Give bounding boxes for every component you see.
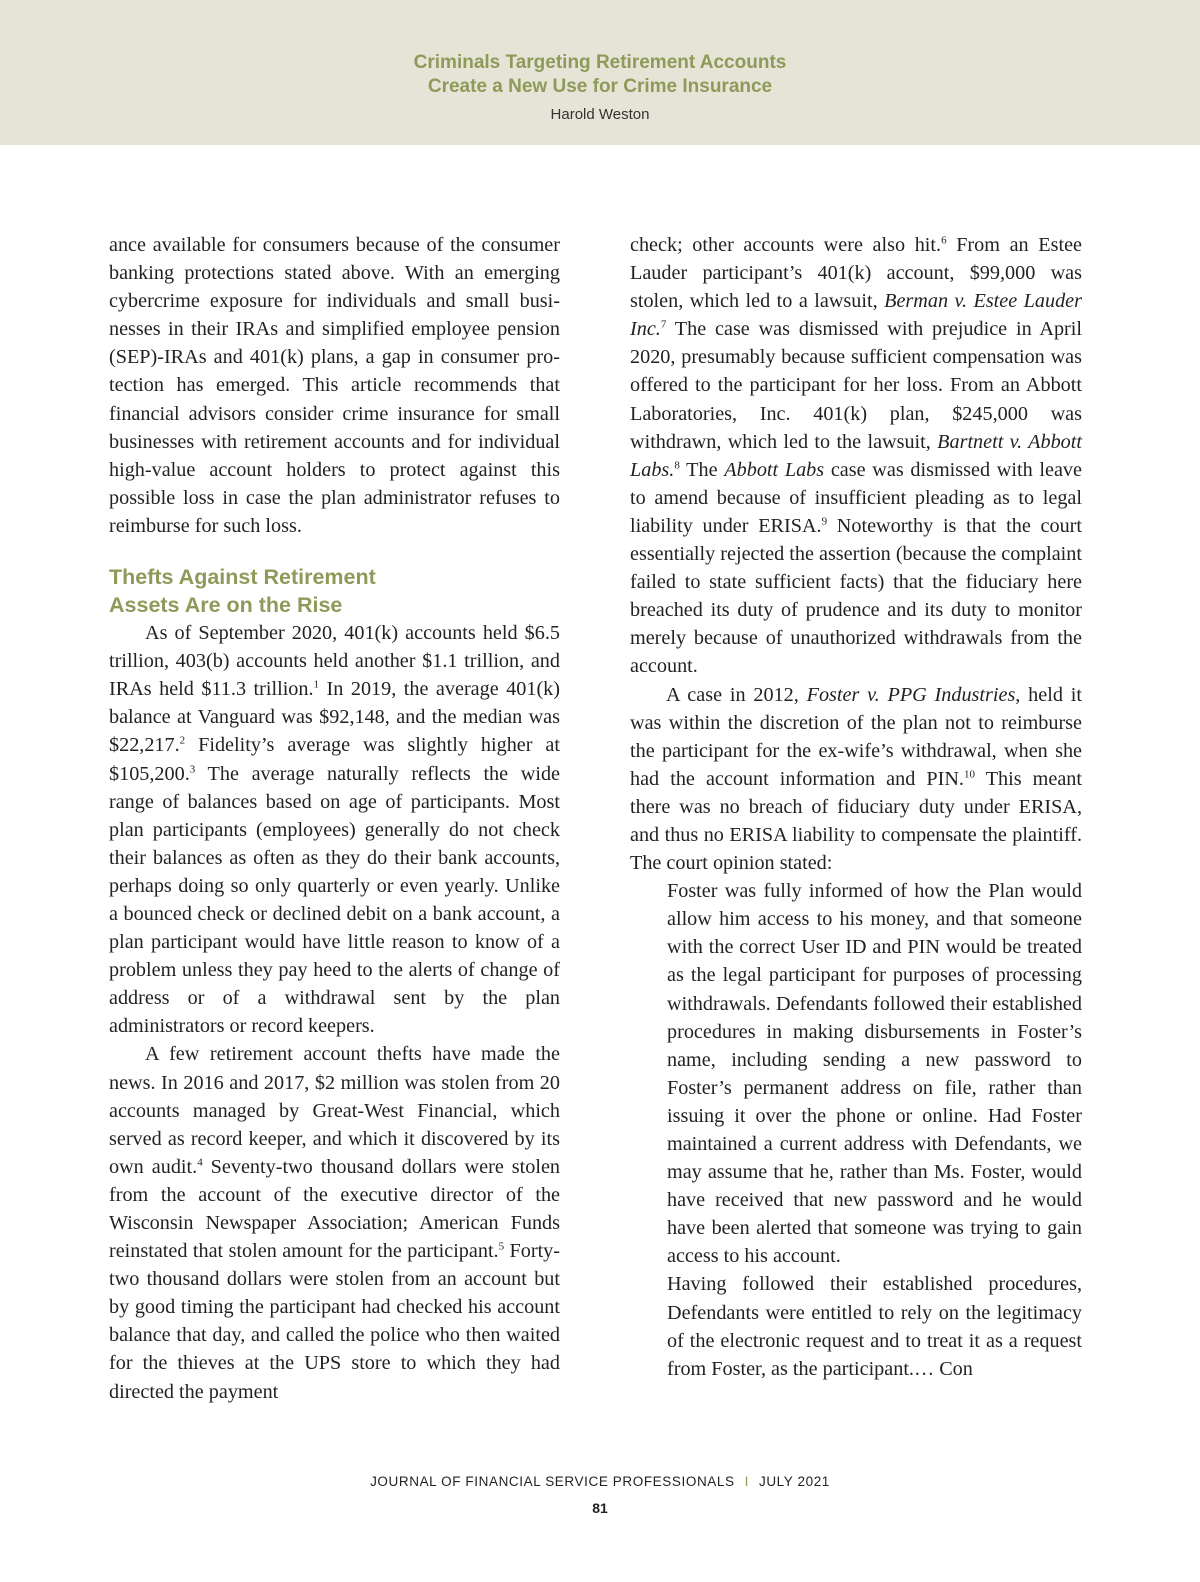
paragraph-text: As of September 2020, 401(k) accounts held $6.5 trillion, 403(b) accounts held another $1.1 trillion, and IRAs held $11.3 trillion. — [109, 622, 560, 701]
case-citation: Abbott Labs — [724, 458, 825, 481]
section-heading — [109, 563, 560, 619]
quote-text: Foster was fully informed of how the Plan would allow him access to his money, and that someone with the correct User ID and PIN would be treated as the legal participant for purposes of processing withdrawals. Defendants followed their established procedures in making disbursements in Foster’s name, including sending a new password to Foster’s permanent address on file, rather than issuing it over the phone or online. Had Foster maintained a current address with Defendants, we may assume that he, rather than Ms. Foster, would have received that new password and he would have been alerted that someone was trying to gain access to his account. — [667, 880, 1082, 1268]
footnote-ref: 2 — [179, 734, 186, 747]
footnote-ref: 9 — [821, 515, 828, 528]
quote-text: Having followed their established procedures, Defendants were entitled to rely on the legitimacy of the electronic request and to treat it as a request from Foster, as the participant.… Con — [667, 1273, 1082, 1380]
footnote-ref: 3 — [189, 762, 196, 775]
case-citation: Foster v. PPG Industries, — [806, 683, 1021, 706]
paragraph-text: From an Estee Lauder participant’s 401(k) account, $99,000 was stolen, which led to a lawsuit, — [630, 234, 1082, 313]
section-heading-line-2: Assets Are on the Rise — [109, 593, 343, 618]
article-title-line-1: Criminals Targeting Retirement Accounts — [413, 52, 787, 73]
paragraph-text: In 2019, the average 401(k) balance at Vanguard was $92,148, and the median was $22,217. — [109, 678, 560, 757]
case-citation: Bartnett v. Abbott Labs. — [630, 430, 1082, 481]
right-column — [630, 231, 1082, 1383]
paragraph-text: The average naturally reflects the wide range of balances based on age of participants. Most plan participants (employees) generally do not check their balances as often as they do their bank accounts, perhaps doing so only quarterly or even yearly. Unlike a bounced check or declined debit on a bank account, a plan participant would have little reason to know of a problem unless they pay heed to the alerts of change of address or of a withdrawal sent by the plan administrators or record keepers. — [109, 762, 560, 1038]
paragraph-text: Fidelity’s average was slightly higher at $105,200. — [109, 734, 560, 785]
paragraph-text: The case was dismissed with prejudice in April 2020, presumably because sufficient compensation was offered to the participant for her loss. From an Abbott Laboratories, Inc. 401(k) plan, $245,000 was withdrawn, which led to the lawsuit, — [630, 318, 1082, 453]
paragraph-text: ance available for consumers because of the consumer banking protections stated above. With an emerging cybercrime exposure for individuals and small businesses in their IRAs and simplified employee pension (SEP)-IRAs and 401(k) plans, a gap in consumer protection has emerged. This article recommends that financial advisors consider crime insurance for small businesses with retirement accounts and for individual high-value account holders to protect against this possible loss in case the plan administrator refuses to reimburse for such loss. — [109, 234, 560, 537]
block-quote — [667, 877, 1082, 1270]
page-footer — [0, 1474, 1200, 1489]
footnote-ref: 10 — [963, 768, 975, 781]
footnote-ref: 4 — [197, 1156, 203, 1169]
paragraph-text: Seventy-two thousand dollars were stolen from the account of the executive director of the Wisconsin Newspaper Association; American Funds reinstated that stolen amount for the participant. — [109, 1155, 560, 1263]
article-title-line-2: Create a New Use for Crime Insurance — [427, 76, 773, 97]
paragraph-text: check; other accounts were also hit. — [630, 234, 942, 256]
paragraph — [109, 1040, 560, 1405]
journal-name: JOURNAL OF FINANCIAL SERVICE PROFESSIONALS — [370, 1474, 735, 1489]
footnote-ref: 1 — [313, 678, 320, 691]
case-citation: Berman v. Estee Lauder Inc. — [630, 290, 1082, 341]
paragraph-text: A few retirement account thefts have made the news. In 2016 and 2017, $2 million was stolen from 20 accounts managed by Great-West Financial, which served as record keeper, and which it discovered by its own audit. — [109, 1043, 560, 1178]
paragraph-text: held it was within the discretion of the plan not to reimburse the participant for the ex-wife’s withdrawal, when she had the account information and PIN. — [630, 683, 1082, 790]
footnote-ref: 6 — [941, 234, 947, 247]
paragraph-text: Forty-two thousand dollars were stolen from an account but by good timing the participant had checked his account balance that day, and called the police who then waited for the thieves at the UPS store to which they had directed the payment — [109, 1240, 560, 1403]
paragraph-text: The — [679, 458, 725, 481]
footnote-ref: 7 — [660, 318, 667, 331]
paragraph — [109, 231, 560, 540]
paragraph — [109, 619, 560, 1040]
paragraph-text: This meant there was no breach of fiduciary duty under ERISA, and thus no ERISA liability to compensate the plaintiff. The court opinion stated: — [630, 767, 1082, 875]
paragraph — [630, 231, 1082, 681]
article-author: Harold Weston — [550, 106, 650, 123]
footer-separator: I — [744, 1474, 749, 1489]
paragraph-text: Noteworthy is that the court essentially rejected the assertion (because the complaint failed to state sufficient facts) that the fiduciary here breached its duty of prudence and its duty to monitor merely because of unauthorized withdrawals from the account. — [630, 514, 1082, 678]
issue-date: JULY 2021 — [758, 1474, 830, 1489]
page-number: 81 — [592, 1500, 608, 1516]
paragraph-text: case was dismissed with leave to amend because of insufficient pleading as to legal liability under ERISA. — [630, 458, 1082, 537]
footnote-ref: 5 — [498, 1240, 505, 1253]
footnote-ref: 8 — [674, 459, 680, 472]
page-header — [0, 0, 1200, 145]
paragraph — [630, 681, 1082, 878]
block-quote — [667, 1270, 1082, 1382]
paragraph-text: A case in 2012, — [666, 683, 807, 706]
section-heading-line-1: Thefts Against Retirement — [109, 565, 376, 590]
left-column — [109, 231, 560, 1406]
